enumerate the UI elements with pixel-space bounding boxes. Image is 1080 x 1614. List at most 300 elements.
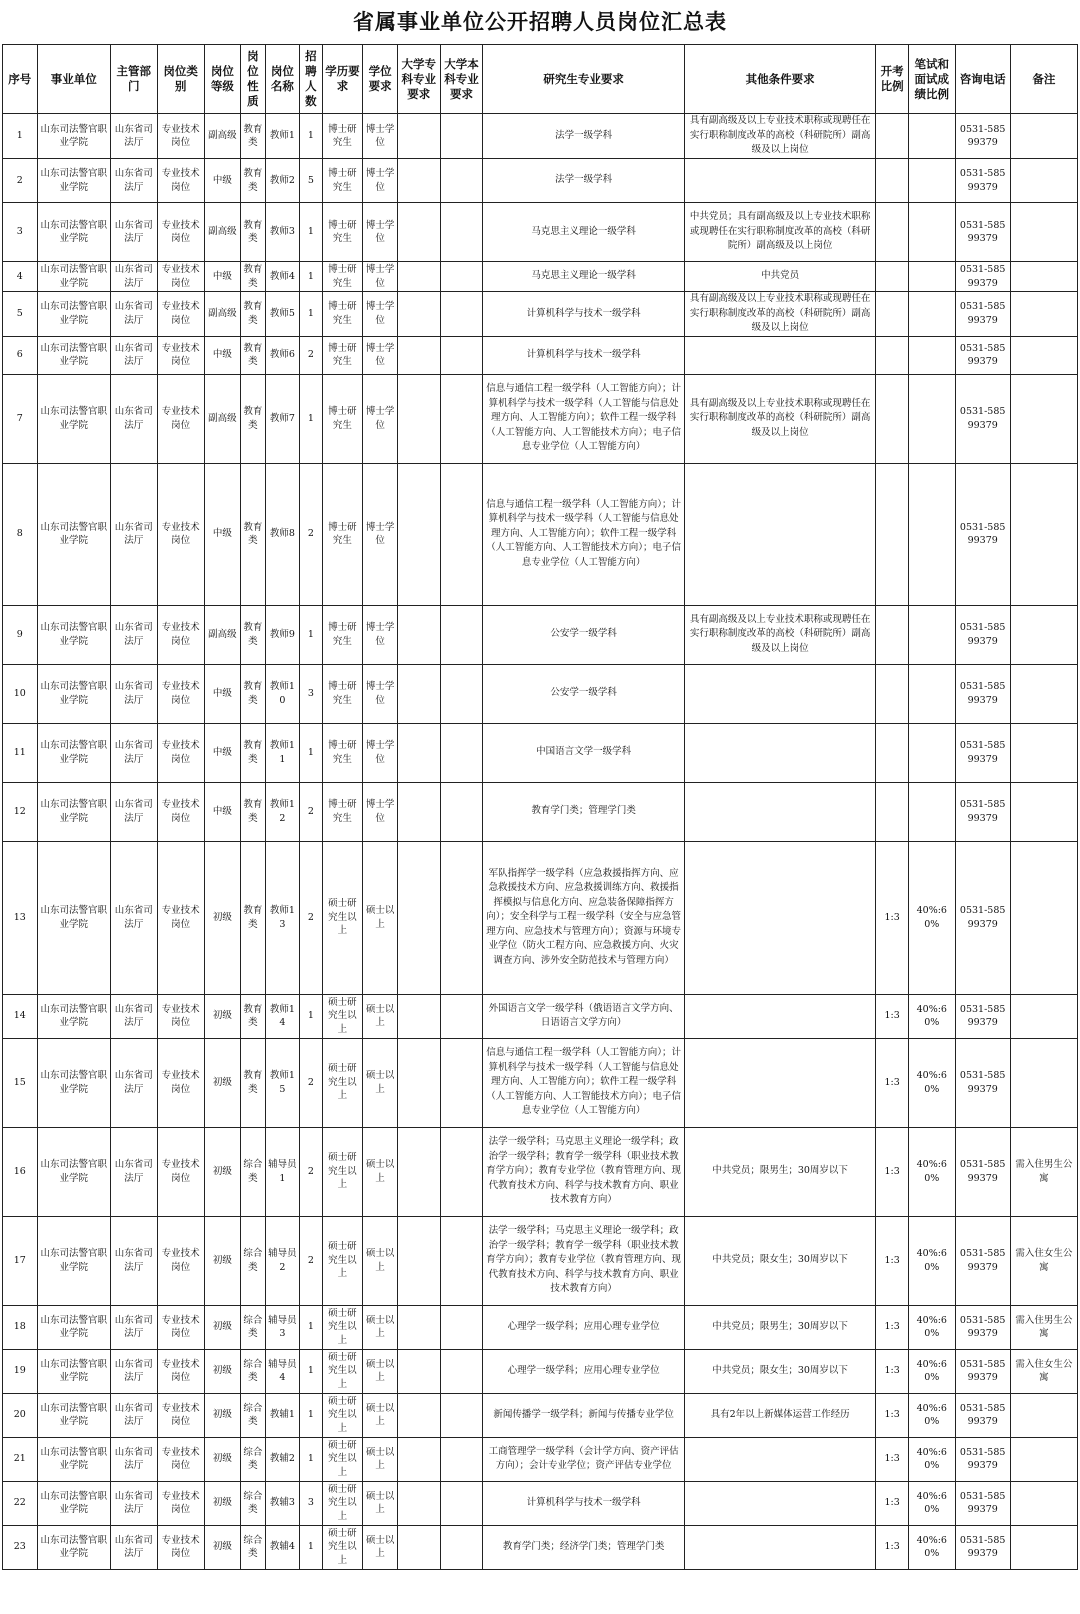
cell-count: 2 xyxy=(300,336,322,374)
cell-other-conditions xyxy=(684,994,875,1038)
cell-level: 副高级 xyxy=(204,292,241,337)
header-phone: 咨询电话 xyxy=(955,45,1010,114)
cell-score-ratio xyxy=(908,723,955,782)
cell-post-name: 教辅4 xyxy=(265,1525,300,1569)
cell-bachelor-major xyxy=(440,1481,483,1525)
cell-degree: 硕士以上 xyxy=(363,1216,398,1305)
cell-education: 硕士研究生以上 xyxy=(322,1437,363,1481)
cell-college-major xyxy=(397,1127,440,1216)
cell-note xyxy=(1010,664,1077,723)
cell-exam-ratio: 1:3 xyxy=(876,994,909,1038)
cell-phone: 0531-58599379 xyxy=(955,994,1010,1038)
cell-nature: 教育类 xyxy=(241,292,265,337)
cell-category: 专业技术岗位 xyxy=(157,292,204,337)
cell-note xyxy=(1010,723,1077,782)
cell-other-conditions: 具有2年以上新媒体运营工作经历 xyxy=(684,1393,875,1437)
cell-note xyxy=(1010,159,1077,203)
cell-dept: 山东省司法厅 xyxy=(110,159,157,203)
header-level: 岗位等级 xyxy=(204,45,241,114)
cell-bachelor-major xyxy=(440,114,483,159)
cell-number: 7 xyxy=(3,374,38,463)
cell-post-name: 教师12 xyxy=(265,782,300,841)
cell-graduate-major: 心理学一级学科；应用心理专业学位 xyxy=(483,1305,685,1349)
cell-category: 专业技术岗位 xyxy=(157,1038,204,1127)
cell-dept: 山东省司法厅 xyxy=(110,841,157,994)
cell-phone: 0531-58599379 xyxy=(955,723,1010,782)
cell-phone: 0531-58599379 xyxy=(955,1349,1010,1393)
cell-phone: 0531-58599379 xyxy=(955,1481,1010,1525)
cell-graduate-major: 工商管理学一级学科（会计学方向、资产评估方向）；会计专业学位；资产评估专业学位 xyxy=(483,1437,685,1481)
cell-post-name: 教师3 xyxy=(265,203,300,262)
cell-education: 硕士研究生以上 xyxy=(322,1481,363,1525)
cell-number: 6 xyxy=(3,336,38,374)
cell-level: 初级 xyxy=(204,994,241,1038)
cell-phone: 0531-58599379 xyxy=(955,1393,1010,1437)
cell-unit: 山东司法警官职业学院 xyxy=(37,1127,110,1216)
cell-exam-ratio: 1:3 xyxy=(876,1393,909,1437)
cell-dept: 山东省司法厅 xyxy=(110,1437,157,1481)
cell-exam-ratio: 1:3 xyxy=(876,1305,909,1349)
header-no: 序号 xyxy=(3,45,38,114)
header-score-ratio: 笔试和面试成绩比例 xyxy=(908,45,955,114)
cell-bachelor-major xyxy=(440,159,483,203)
cell-post-name: 教师9 xyxy=(265,605,300,664)
cell-degree: 博士学位 xyxy=(363,262,398,292)
table-row xyxy=(3,1349,1078,1393)
cell-bachelor-major xyxy=(440,336,483,374)
cell-note xyxy=(1010,114,1077,159)
cell-category: 专业技术岗位 xyxy=(157,723,204,782)
cell-post-name: 教辅1 xyxy=(265,1393,300,1437)
cell-count: 1 xyxy=(300,1349,322,1393)
cell-exam-ratio: 1:3 xyxy=(876,1349,909,1393)
cell-exam-ratio: 1:3 xyxy=(876,1437,909,1481)
table-row xyxy=(3,114,1078,159)
cell-number: 12 xyxy=(3,782,38,841)
cell-level: 初级 xyxy=(204,1481,241,1525)
cell-unit: 山东司法警官职业学院 xyxy=(37,1349,110,1393)
cell-other-conditions xyxy=(684,782,875,841)
cell-score-ratio xyxy=(908,292,955,337)
cell-number: 16 xyxy=(3,1127,38,1216)
cell-category: 专业技术岗位 xyxy=(157,374,204,463)
cell-college-major xyxy=(397,723,440,782)
cell-degree: 硕士以上 xyxy=(363,1525,398,1569)
cell-number: 10 xyxy=(3,664,38,723)
cell-dept: 山东省司法厅 xyxy=(110,605,157,664)
cell-level: 初级 xyxy=(204,1349,241,1393)
cell-score-ratio: 40%:60% xyxy=(908,1437,955,1481)
cell-bachelor-major xyxy=(440,262,483,292)
cell-count: 1 xyxy=(300,1393,322,1437)
cell-unit: 山东司法警官职业学院 xyxy=(37,203,110,262)
cell-level: 初级 xyxy=(204,1437,241,1481)
cell-dept: 山东省司法厅 xyxy=(110,292,157,337)
cell-category: 专业技术岗位 xyxy=(157,262,204,292)
cell-bachelor-major xyxy=(440,1349,483,1393)
table-row xyxy=(3,782,1078,841)
header-post-name: 岗位名称 xyxy=(265,45,300,114)
cell-other-conditions: 中共党员；限男生；30周岁以下 xyxy=(684,1127,875,1216)
cell-degree: 博士学位 xyxy=(363,203,398,262)
cell-education: 硕士研究生以上 xyxy=(322,841,363,994)
cell-category: 专业技术岗位 xyxy=(157,203,204,262)
cell-phone: 0531-58599379 xyxy=(955,782,1010,841)
cell-post-name: 教师5 xyxy=(265,292,300,337)
table-row xyxy=(3,336,1078,374)
cell-number: 13 xyxy=(3,841,38,994)
cell-number: 4 xyxy=(3,262,38,292)
cell-other-conditions xyxy=(684,159,875,203)
cell-note: 需入住女生公寓 xyxy=(1010,1349,1077,1393)
cell-score-ratio xyxy=(908,605,955,664)
cell-count: 2 xyxy=(300,782,322,841)
header-college-major: 大学专科专业要求 xyxy=(397,45,440,114)
cell-exam-ratio xyxy=(876,374,909,463)
cell-unit: 山东司法警官职业学院 xyxy=(37,664,110,723)
cell-category: 专业技术岗位 xyxy=(157,1127,204,1216)
cell-note xyxy=(1010,605,1077,664)
header-graduate-major: 研究生专业要求 xyxy=(483,45,685,114)
cell-score-ratio: 40%:60% xyxy=(908,1127,955,1216)
cell-college-major xyxy=(397,203,440,262)
table-row xyxy=(3,841,1078,994)
cell-other-conditions: 中共党员；限女生；30周岁以下 xyxy=(684,1216,875,1305)
cell-exam-ratio: 1:3 xyxy=(876,841,909,994)
cell-unit: 山东司法警官职业学院 xyxy=(37,994,110,1038)
cell-unit: 山东司法警官职业学院 xyxy=(37,841,110,994)
header-exam-ratio: 开考比例 xyxy=(876,45,909,114)
cell-level: 中级 xyxy=(204,159,241,203)
table-row xyxy=(3,1038,1078,1127)
cell-education: 硕士研究生以上 xyxy=(322,994,363,1038)
cell-bachelor-major xyxy=(440,463,483,605)
cell-note xyxy=(1010,994,1077,1038)
cell-unit: 山东司法警官职业学院 xyxy=(37,1305,110,1349)
cell-post-name: 教师1 xyxy=(265,114,300,159)
cell-note xyxy=(1010,262,1077,292)
cell-phone: 0531-58599379 xyxy=(955,292,1010,337)
cell-post-name: 教师2 xyxy=(265,159,300,203)
cell-level: 副高级 xyxy=(204,374,241,463)
cell-other-conditions xyxy=(684,336,875,374)
cell-graduate-major: 教育学门类；经济学门类；管理学门类 xyxy=(483,1525,685,1569)
cell-exam-ratio xyxy=(876,463,909,605)
cell-college-major xyxy=(397,782,440,841)
cell-phone: 0531-58599379 xyxy=(955,605,1010,664)
cell-degree: 博士学位 xyxy=(363,114,398,159)
cell-count: 3 xyxy=(300,664,322,723)
cell-level: 副高级 xyxy=(204,114,241,159)
cell-nature: 综合类 xyxy=(241,1349,265,1393)
cell-number: 9 xyxy=(3,605,38,664)
header-dept: 主管部门 xyxy=(110,45,157,114)
cell-score-ratio: 40%:60% xyxy=(908,1525,955,1569)
cell-dept: 山东省司法厅 xyxy=(110,1038,157,1127)
cell-nature: 综合类 xyxy=(241,1393,265,1437)
cell-unit: 山东司法警官职业学院 xyxy=(37,1393,110,1437)
cell-degree: 博士学位 xyxy=(363,723,398,782)
cell-number: 2 xyxy=(3,159,38,203)
cell-number: 23 xyxy=(3,1525,38,1569)
cell-nature: 教育类 xyxy=(241,463,265,605)
cell-level: 初级 xyxy=(204,1038,241,1127)
cell-unit: 山东司法警官职业学院 xyxy=(37,262,110,292)
cell-exam-ratio: 1:3 xyxy=(876,1127,909,1216)
cell-college-major xyxy=(397,1393,440,1437)
cell-phone: 0531-58599379 xyxy=(955,262,1010,292)
cell-graduate-major: 马克思主义理论一级学科 xyxy=(483,203,685,262)
cell-category: 专业技术岗位 xyxy=(157,605,204,664)
cell-unit: 山东司法警官职业学院 xyxy=(37,1216,110,1305)
cell-dept: 山东省司法厅 xyxy=(110,463,157,605)
cell-score-ratio: 40%:60% xyxy=(908,994,955,1038)
cell-note: 需入住男生公寓 xyxy=(1010,1127,1077,1216)
cell-category: 专业技术岗位 xyxy=(157,1437,204,1481)
cell-graduate-major: 中国语言文学一级学科 xyxy=(483,723,685,782)
cell-phone: 0531-58599379 xyxy=(955,336,1010,374)
cell-dept: 山东省司法厅 xyxy=(110,1393,157,1437)
cell-post-name: 辅导员1 xyxy=(265,1127,300,1216)
table-row xyxy=(3,1481,1078,1525)
cell-score-ratio xyxy=(908,463,955,605)
cell-other-conditions xyxy=(684,1481,875,1525)
cell-count: 1 xyxy=(300,605,322,664)
cell-count: 1 xyxy=(300,292,322,337)
cell-count: 1 xyxy=(300,374,322,463)
cell-dept: 山东省司法厅 xyxy=(110,114,157,159)
cell-degree: 博士学位 xyxy=(363,159,398,203)
cell-post-name: 教辅3 xyxy=(265,1481,300,1525)
table-row xyxy=(3,463,1078,605)
cell-degree: 博士学位 xyxy=(363,374,398,463)
cell-count: 2 xyxy=(300,841,322,994)
cell-graduate-major: 法学一级学科；马克思主义理论一级学科；政治学一级学科；教育学一级学科（职业技术教育学方向）；教育专业学位（教育管理方向、现代教育技术方向、科学与技术教育方向、职业技术教育方向） xyxy=(483,1127,685,1216)
cell-note xyxy=(1010,374,1077,463)
cell-level: 初级 xyxy=(204,1127,241,1216)
cell-graduate-major: 马克思主义理论一级学科 xyxy=(483,262,685,292)
cell-college-major xyxy=(397,1216,440,1305)
cell-number: 15 xyxy=(3,1038,38,1127)
cell-unit: 山东司法警官职业学院 xyxy=(37,1481,110,1525)
cell-nature: 教育类 xyxy=(241,374,265,463)
cell-level: 初级 xyxy=(204,841,241,994)
cell-score-ratio: 40%:60% xyxy=(908,1349,955,1393)
cell-education: 硕士研究生以上 xyxy=(322,1305,363,1349)
cell-education: 博士研究生 xyxy=(322,292,363,337)
cell-score-ratio: 40%:60% xyxy=(908,1216,955,1305)
header-nature: 岗位性质 xyxy=(241,45,265,114)
cell-college-major xyxy=(397,463,440,605)
cell-graduate-major: 公安学一级学科 xyxy=(483,664,685,723)
cell-college-major xyxy=(397,1038,440,1127)
cell-nature: 教育类 xyxy=(241,782,265,841)
cell-graduate-major: 军队指挥学一级学科（应急救援指挥方向、应急救援技术方向、应急救援训练方向、救援指挥模拟与信息化方向、应急装备保障指挥方向）；安全科学与工程一级学科（安全与应急管理方向、应急技术与管理方向）；资源与环境专业学位（防火工程方向、应急救援方向、火灾调查方向、涉外安全防范技术与管理方向） xyxy=(483,841,685,994)
cell-phone: 0531-58599379 xyxy=(955,203,1010,262)
cell-note xyxy=(1010,292,1077,337)
table-row xyxy=(3,994,1078,1038)
cell-other-conditions xyxy=(684,723,875,782)
cell-nature: 综合类 xyxy=(241,1481,265,1525)
cell-category: 专业技术岗位 xyxy=(157,1481,204,1525)
header-row xyxy=(3,45,1078,114)
cell-degree: 硕士以上 xyxy=(363,1349,398,1393)
header-count: 招聘人数 xyxy=(300,45,322,114)
cell-bachelor-major xyxy=(440,1127,483,1216)
table-row xyxy=(3,1305,1078,1349)
cell-degree: 硕士以上 xyxy=(363,841,398,994)
cell-graduate-major: 信息与通信工程一级学科（人工智能方向）；计算机科学与技术一级学科（人工智能与信息处理方向、人工智能方向）；软件工程一级学科（人工智能方向、人工智能技术方向）；电子信息专业学位（人工智能方向） xyxy=(483,1038,685,1127)
cell-post-name: 教师6 xyxy=(265,336,300,374)
cell-phone: 0531-58599379 xyxy=(955,159,1010,203)
table-row xyxy=(3,203,1078,262)
cell-number: 8 xyxy=(3,463,38,605)
cell-unit: 山东司法警官职业学院 xyxy=(37,336,110,374)
cell-other-conditions xyxy=(684,1038,875,1127)
table-row xyxy=(3,292,1078,337)
cell-score-ratio xyxy=(908,782,955,841)
cell-score-ratio xyxy=(908,262,955,292)
cell-degree: 博士学位 xyxy=(363,664,398,723)
cell-post-name: 教师14 xyxy=(265,994,300,1038)
cell-post-name: 教师4 xyxy=(265,262,300,292)
cell-unit: 山东司法警官职业学院 xyxy=(37,782,110,841)
cell-note xyxy=(1010,782,1077,841)
cell-dept: 山东省司法厅 xyxy=(110,723,157,782)
cell-dept: 山东省司法厅 xyxy=(110,374,157,463)
cell-other-conditions: 具有副高级及以上专业技术职称或现聘任在实行职称制度改革的高校（科研院所）副高级及以上岗位 xyxy=(684,374,875,463)
cell-college-major xyxy=(397,262,440,292)
table-row xyxy=(3,605,1078,664)
cell-level: 初级 xyxy=(204,1305,241,1349)
cell-degree: 博士学位 xyxy=(363,336,398,374)
cell-count: 1 xyxy=(300,114,322,159)
cell-education: 博士研究生 xyxy=(322,203,363,262)
cell-education: 硕士研究生以上 xyxy=(322,1038,363,1127)
cell-phone: 0531-58599379 xyxy=(955,1437,1010,1481)
cell-degree: 硕士以上 xyxy=(363,1305,398,1349)
header-degree: 学位要求 xyxy=(363,45,398,114)
cell-college-major xyxy=(397,114,440,159)
cell-graduate-major: 法学一级学科 xyxy=(483,159,685,203)
cell-bachelor-major xyxy=(440,994,483,1038)
cell-other-conditions: 中共党员；限男生；30周岁以下 xyxy=(684,1305,875,1349)
cell-score-ratio: 40%:60% xyxy=(908,1038,955,1127)
cell-note: 需入住男生公寓 xyxy=(1010,1305,1077,1349)
cell-phone: 0531-58599379 xyxy=(955,841,1010,994)
cell-number: 3 xyxy=(3,203,38,262)
cell-bachelor-major xyxy=(440,1437,483,1481)
cell-degree: 硕士以上 xyxy=(363,1481,398,1525)
cell-nature: 教育类 xyxy=(241,664,265,723)
cell-education: 硕士研究生以上 xyxy=(322,1349,363,1393)
cell-bachelor-major xyxy=(440,292,483,337)
cell-post-name: 教师7 xyxy=(265,374,300,463)
cell-college-major xyxy=(397,292,440,337)
cell-graduate-major: 公安学一级学科 xyxy=(483,605,685,664)
table-row xyxy=(3,374,1078,463)
cell-phone: 0531-58599379 xyxy=(955,1525,1010,1569)
cell-education: 硕士研究生以上 xyxy=(322,1127,363,1216)
cell-nature: 综合类 xyxy=(241,1437,265,1481)
cell-exam-ratio xyxy=(876,336,909,374)
cell-nature: 教育类 xyxy=(241,723,265,782)
cell-count: 1 xyxy=(300,1437,322,1481)
cell-phone: 0531-58599379 xyxy=(955,114,1010,159)
cell-degree: 硕士以上 xyxy=(363,994,398,1038)
cell-exam-ratio xyxy=(876,723,909,782)
cell-category: 专业技术岗位 xyxy=(157,664,204,723)
cell-education: 博士研究生 xyxy=(322,723,363,782)
cell-note xyxy=(1010,841,1077,994)
cell-number: 22 xyxy=(3,1481,38,1525)
cell-other-conditions: 中共党员；具有副高级及以上专业技术职称或现聘任在实行职称制度改革的高校（科研院所）副高级及以上岗位 xyxy=(684,203,875,262)
cell-other-conditions: 中共党员 xyxy=(684,262,875,292)
cell-count: 3 xyxy=(300,1481,322,1525)
cell-graduate-major: 心理学一级学科；应用心理专业学位 xyxy=(483,1349,685,1393)
cell-note xyxy=(1010,1038,1077,1127)
cell-college-major xyxy=(397,1349,440,1393)
cell-number: 17 xyxy=(3,1216,38,1305)
cell-score-ratio: 40%:60% xyxy=(908,1305,955,1349)
table-row xyxy=(3,1393,1078,1437)
cell-score-ratio xyxy=(908,159,955,203)
cell-exam-ratio xyxy=(876,782,909,841)
cell-count: 1 xyxy=(300,723,322,782)
table-body xyxy=(3,114,1078,1570)
cell-other-conditions xyxy=(684,841,875,994)
cell-level: 初级 xyxy=(204,1393,241,1437)
header-note: 备注 xyxy=(1010,45,1077,114)
cell-count: 5 xyxy=(300,159,322,203)
cell-education: 硕士研究生以上 xyxy=(322,1393,363,1437)
cell-note xyxy=(1010,336,1077,374)
cell-count: 2 xyxy=(300,1038,322,1127)
cell-post-name: 教辅2 xyxy=(265,1437,300,1481)
cell-degree: 博士学位 xyxy=(363,463,398,605)
cell-post-name: 教师8 xyxy=(265,463,300,605)
cell-bachelor-major xyxy=(440,1216,483,1305)
cell-unit: 山东司法警官职业学院 xyxy=(37,159,110,203)
cell-dept: 山东省司法厅 xyxy=(110,1349,157,1393)
cell-exam-ratio xyxy=(876,664,909,723)
cell-category: 专业技术岗位 xyxy=(157,994,204,1038)
cell-level: 初级 xyxy=(204,1216,241,1305)
cell-note xyxy=(1010,1525,1077,1569)
cell-dept: 山东省司法厅 xyxy=(110,262,157,292)
cell-college-major xyxy=(397,1437,440,1481)
table-row xyxy=(3,1216,1078,1305)
cell-graduate-major: 外国语言文学一级学科（俄语语言文学方向、日语语言文学方向） xyxy=(483,994,685,1038)
cell-nature: 综合类 xyxy=(241,1305,265,1349)
cell-number: 20 xyxy=(3,1393,38,1437)
cell-bachelor-major xyxy=(440,723,483,782)
cell-nature: 教育类 xyxy=(241,203,265,262)
cell-other-conditions xyxy=(684,1437,875,1481)
cell-other-conditions xyxy=(684,463,875,605)
cell-unit: 山东司法警官职业学院 xyxy=(37,1437,110,1481)
cell-count: 1 xyxy=(300,262,322,292)
cell-post-name: 教师10 xyxy=(265,664,300,723)
cell-nature: 教育类 xyxy=(241,1038,265,1127)
cell-nature: 综合类 xyxy=(241,1525,265,1569)
recruitment-table xyxy=(2,44,1078,1570)
cell-degree: 硕士以上 xyxy=(363,1038,398,1127)
cell-level: 中级 xyxy=(204,782,241,841)
cell-category: 专业技术岗位 xyxy=(157,1305,204,1349)
cell-post-name: 辅导员4 xyxy=(265,1349,300,1393)
cell-exam-ratio xyxy=(876,114,909,159)
